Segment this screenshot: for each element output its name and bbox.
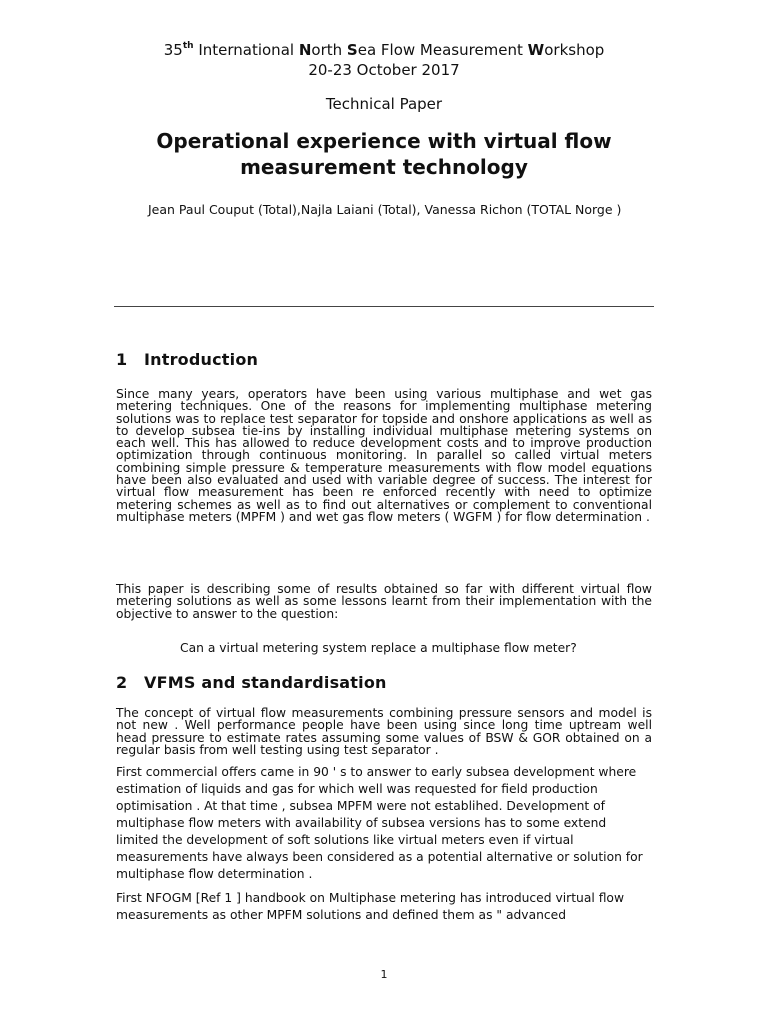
conference-dates: 20-23 October 2017 xyxy=(308,61,460,79)
section-number: 2 xyxy=(116,673,128,692)
paper-title-line-2: measurement technology xyxy=(240,155,528,179)
section-number: 1 xyxy=(116,350,128,369)
section-1-heading xyxy=(116,350,258,369)
section-1-paragraph-1: Since many years, operators have been using various multiphase and wet gas metering techniques. One of the reasons for implementing multiphase metering solutions was to replace test separator for topside and onshore applications as well as to develop subsea tie-ins by installing individual multiphase metering systems on each well. This has allowed to reduce development costs and to improve production optimization through continuous monitoring. In parallel so called virtual meters combining simple pressure & temperature measurements with flow model equations have been also evaluated and used with variable degree of success. The interest for virtual flow measurement has been re enforced recently with need to optimize metering schemes as well as to find out alternatives or complement to conventional multiphase meters (MPFM ) and wet gas flow meters ( WGFM ) for flow determination . xyxy=(116,387,652,524)
research-question: Can a virtual metering system replace a multiphase flow meter? xyxy=(180,641,577,655)
section-title: VFMS and standardisation xyxy=(144,673,387,692)
section-title: Introduction xyxy=(144,350,259,369)
conference-header xyxy=(0,40,768,80)
conference-name: 35th International North Sea Flow Measurement Workshop xyxy=(163,41,605,59)
paper-type: Technical Paper xyxy=(325,95,443,113)
section-2-paragraph-1: The concept of virtual flow measurements combining pressure sensors and model is not new . Well performance people have been using since long time uptream well head pressure to estimate rates assuming some values of BSW & GOR obtained on a regular basis from well testing using test separator . xyxy=(116,706,652,757)
section-2-paragraph-2: First commercial offers came in 90 ' s to answer to early subsea development where estimation of liquids and gas for which well was requested for field production optimisation . At that time , subsea MPFM were not establihed. Development of multiphase flow meters with availability of subsea versions has to some extend limited the development of soft solutions like virtual meters even if virtual measurements have always been considered as a potential alternative or solution for multiphase flow determination . xyxy=(116,765,643,881)
paper-title-line-1: Operational experience with virtual flow xyxy=(156,129,612,153)
section-2-paragraph-3: First NFOGM [Ref 1 ] handbook on Multiphase metering has introduced virtual flow measurements as other MPFM solutions and defined them as " advanced xyxy=(116,891,625,922)
section-1-paragraph-2: This paper is describing some of results obtained so far with different virtual flow metering solutions as well as some lessons learnt from their implementation with the objective to answer to the question: xyxy=(116,582,652,621)
divider-line xyxy=(114,306,654,307)
section-2-heading xyxy=(116,673,387,692)
paper-title xyxy=(0,128,768,180)
page-number: 1 xyxy=(380,968,388,981)
authors: Jean Paul Couput (Total),Najla Laiani (Total), Vanessa Richon (TOTAL Norge ) xyxy=(148,202,622,217)
